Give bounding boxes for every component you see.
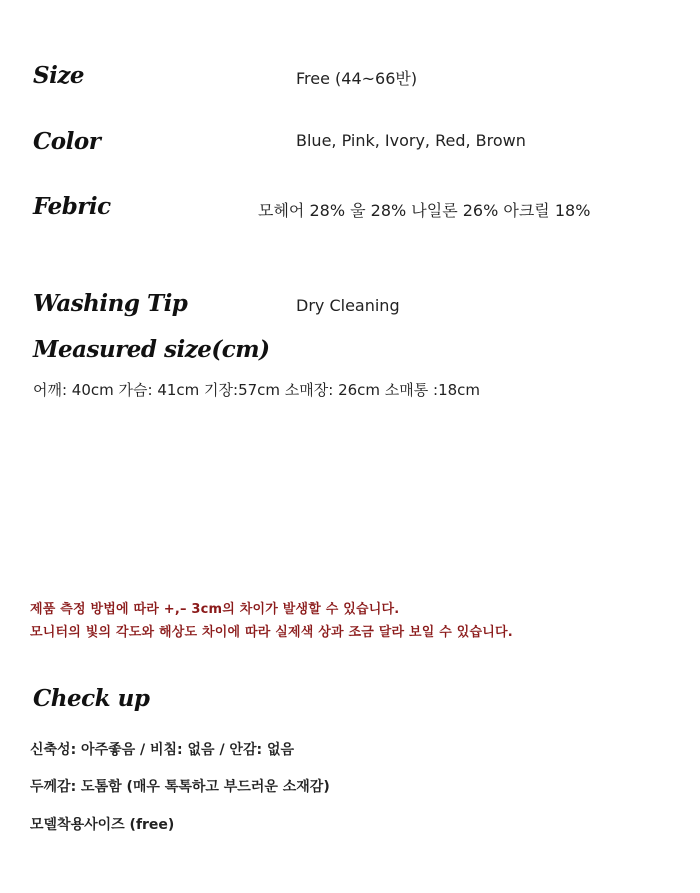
checkup-label: Check up bbox=[33, 685, 150, 712]
color-label: Color bbox=[33, 128, 101, 155]
color-value: Blue, Pink, Ivory, Red, Brown bbox=[296, 131, 526, 150]
fabric-value: 모헤어 28% 울 28% 나일론 26% 아크릴 18% bbox=[258, 201, 591, 220]
size-value: Free (44~66반) bbox=[296, 69, 418, 88]
washing-label: Washing Tip bbox=[33, 290, 188, 317]
notice-line-1: 제품 측정 방법에 따라 +,– 3cm의 차이가 발생할 수 있습니다. bbox=[30, 602, 400, 617]
measured-size-label: Measured size(cm) bbox=[33, 336, 270, 363]
checkup-line-3: 모델착용사이즈 (free) bbox=[30, 817, 175, 833]
notice-line-2: 모니터의 빛의 각도와 해상도 차이에 따라 실제색 상과 조금 달라 보일 수 있습니다. bbox=[30, 625, 513, 640]
washing-value: Dry Cleaning bbox=[296, 296, 400, 315]
checkup-line-2: 두께감: 도톰함 (매우 톡톡하고 부드러운 소재감) bbox=[30, 779, 330, 795]
checkup-line-1: 신축성: 아주좋음 / 비침: 없음 / 안감: 없음 bbox=[30, 742, 294, 758]
measurements-line: 어깨: 40cm 가슴: 41cm 기장:57cm 소매장: 26cm 소매통 :18cm bbox=[33, 381, 481, 399]
fabric-label: Febric bbox=[33, 193, 111, 220]
size-label: Size bbox=[33, 62, 85, 89]
